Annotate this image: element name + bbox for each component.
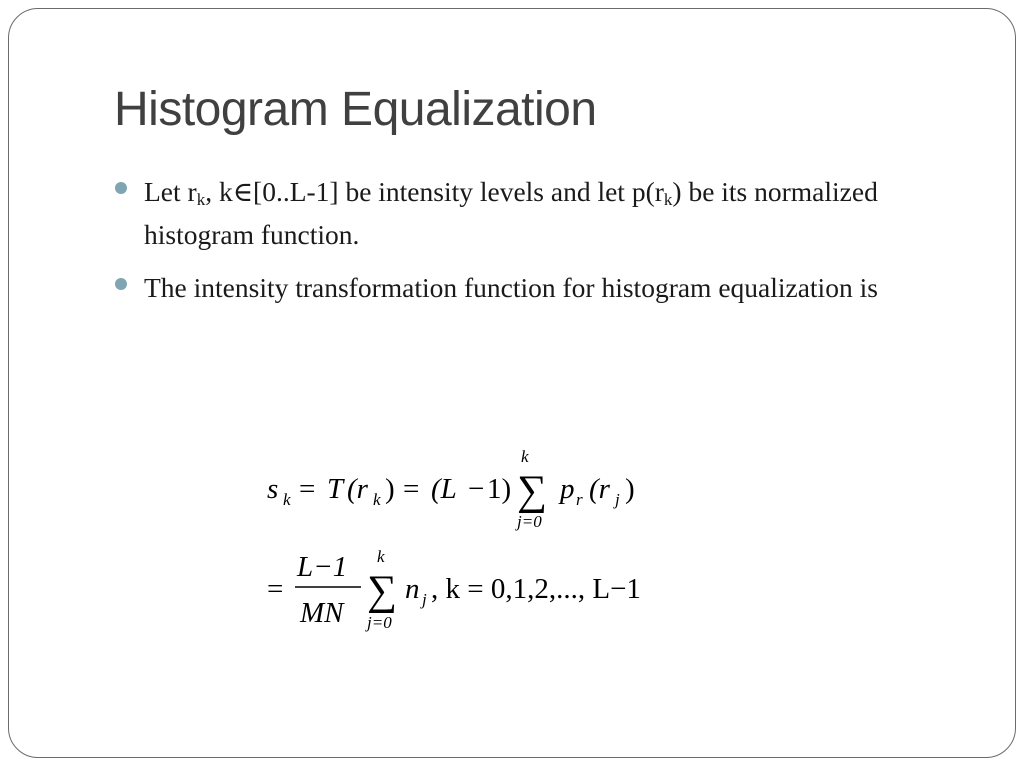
eq1-factor-end: 1) xyxy=(487,473,512,505)
eq1-T: T xyxy=(327,473,344,505)
eq1-p-sub: r xyxy=(576,490,583,509)
slide-title: Histogram Equalization xyxy=(114,83,597,136)
bullet-item-2 xyxy=(112,266,912,309)
bullet-dot-icon xyxy=(115,182,127,194)
equation-line-2 xyxy=(267,547,641,632)
eq2-denominator: MN xyxy=(300,597,344,629)
eq1-p: p xyxy=(560,473,575,505)
equation xyxy=(255,438,685,648)
eq2-numerator: L−1 xyxy=(297,551,348,583)
eq2-sum-icon: ∑ xyxy=(367,568,397,614)
eq2-n: n xyxy=(405,573,420,605)
eq1-p-arg-sub: j xyxy=(615,490,620,509)
eq1-T-arg-close: ) xyxy=(385,473,395,505)
eq1-T-arg-sub: k xyxy=(373,490,381,509)
eq2-sum-upper: k xyxy=(377,547,385,566)
bullet-text: Let $r_k$, k∈[0..L-1] be intensity levels and let $p(r_k)$ be its normalized histogram function. xyxy=(144,176,878,250)
equation-line-1 xyxy=(267,447,635,531)
eq1-equals-2: = xyxy=(403,473,420,505)
eq1-equals-1: = xyxy=(299,473,316,505)
eq2-range: , k = 0,1,2,..., L−1 xyxy=(431,573,641,605)
eq2-equals: = xyxy=(267,573,284,605)
eq1-factor: (L xyxy=(431,473,457,505)
eq1-T-arg: (r xyxy=(347,473,368,505)
eq2-n-sub: j xyxy=(422,590,427,609)
eq1-lhs-sub: k xyxy=(283,490,291,509)
bullet-list xyxy=(112,170,912,319)
eq1-minus: − xyxy=(468,473,485,505)
bullet-dot-icon xyxy=(115,278,127,290)
eq2-sum-lower: j=0 xyxy=(367,613,392,632)
eq1-sum-upper: k xyxy=(521,447,529,466)
eq1-sum-lower: j=0 xyxy=(517,512,542,531)
bullet-text: The intensity transformation function for histogram equalization is xyxy=(144,272,878,303)
eq1-p-arg: (r xyxy=(589,473,610,505)
eq1-p-arg-close: ) xyxy=(625,473,635,505)
eq1-lhs: s xyxy=(267,473,279,505)
eq1-sum-icon: ∑ xyxy=(517,468,547,514)
bullet-item-1 xyxy=(112,170,912,256)
